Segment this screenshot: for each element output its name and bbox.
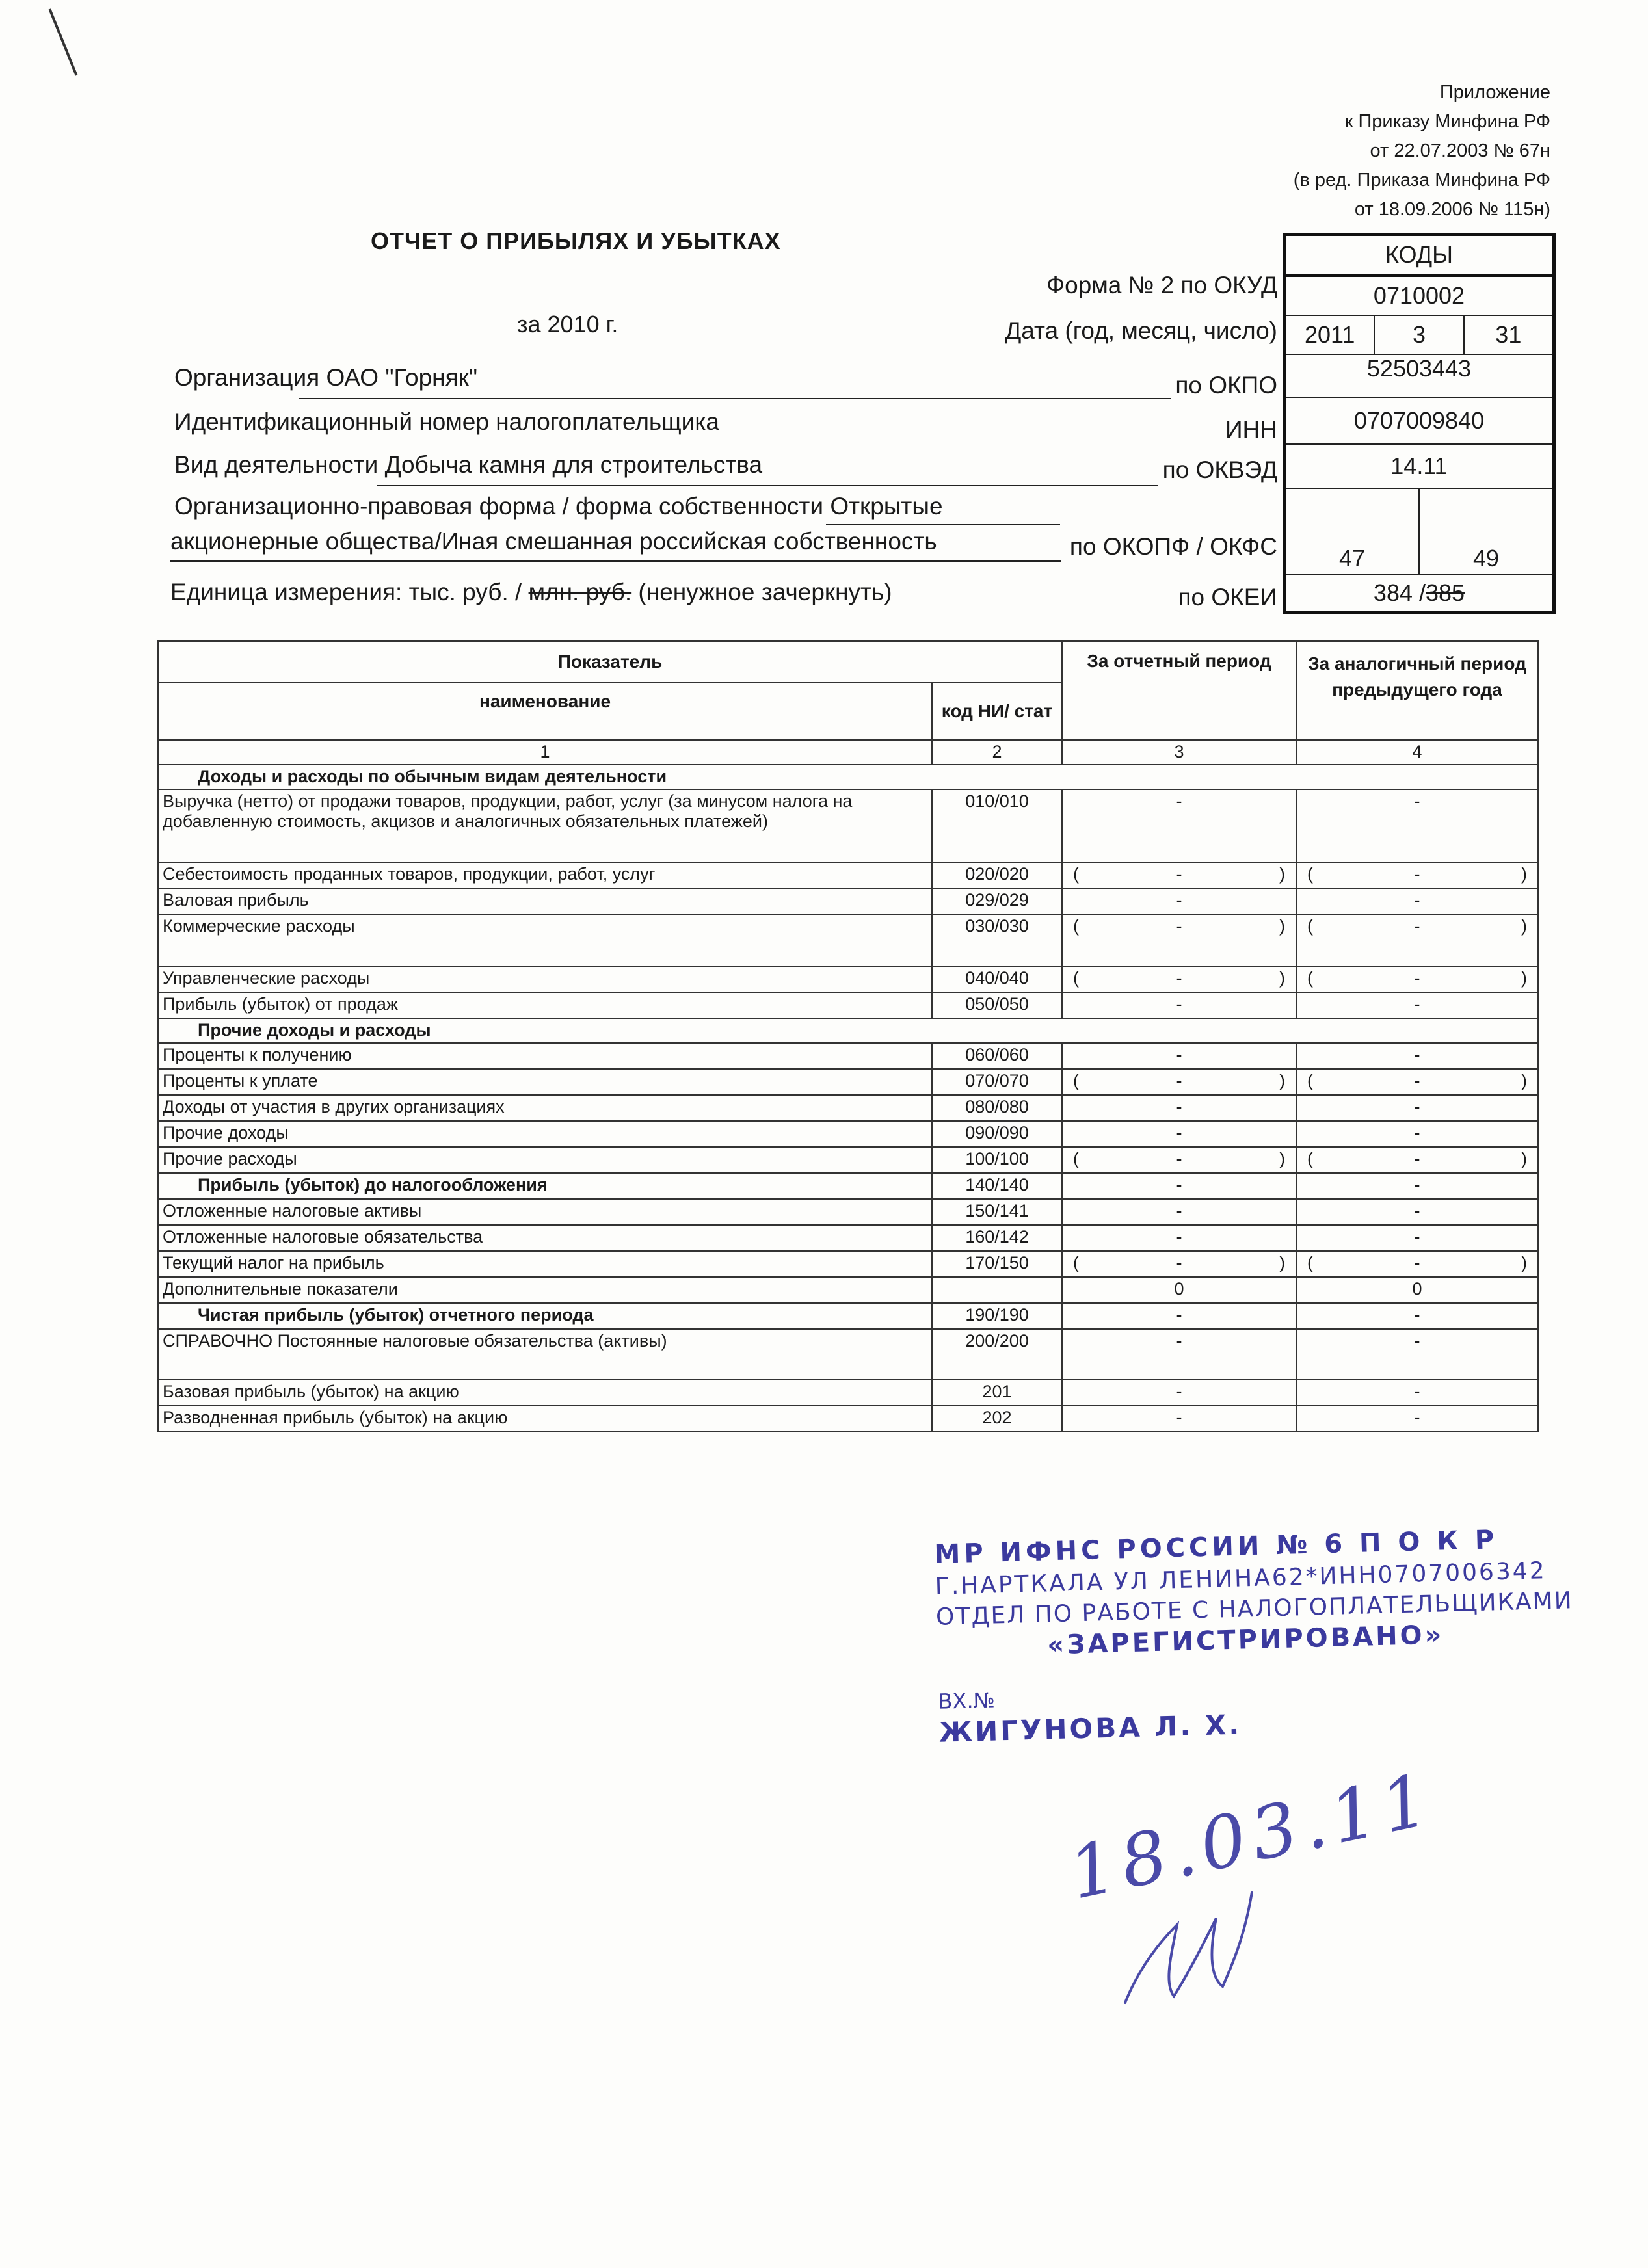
row-code: 029/029 — [932, 888, 1062, 914]
current-period-value: - — [1062, 1380, 1296, 1406]
current-period-value: ( - ) — [1062, 1147, 1296, 1173]
okved-code: 14.11 — [1286, 443, 1552, 488]
row-code: 200/200 — [932, 1329, 1062, 1380]
value: - — [1414, 1253, 1420, 1272]
date-label: Дата (год, месяц, число) — [1005, 317, 1277, 344]
table-row — [158, 1043, 1538, 1069]
handwritten-date: 18.03.11 — [1061, 1757, 1442, 1916]
row-code: 040/040 — [932, 966, 1062, 992]
previous-period-value: - — [1296, 1095, 1538, 1121]
appendix-line: Приложение — [1439, 82, 1550, 103]
value: - — [1414, 968, 1420, 988]
current-period-value: ( - ) — [1062, 862, 1296, 888]
tax-office-stamp — [934, 1523, 1576, 1748]
row-name: Доходы от участия в других организациях — [158, 1095, 932, 1121]
previous-period-value: - — [1296, 1380, 1538, 1406]
col-number: 1 — [158, 740, 932, 765]
appendix-line: от 22.07.2003 № 67н — [1370, 140, 1550, 161]
value: - — [1176, 1071, 1182, 1090]
current-period-value: - — [1062, 888, 1296, 914]
previous-period-value: - — [1296, 1199, 1538, 1225]
row-name: Отложенные налоговые активы — [158, 1199, 932, 1225]
page-title: ОТЧЕТ О ПРИБЫЛЯХ И УБЫТКАХ — [371, 228, 781, 254]
col-number: 4 — [1296, 740, 1538, 765]
table-row — [158, 1095, 1538, 1121]
row-code: 090/090 — [932, 1121, 1062, 1147]
previous-period-value: ( - ) — [1296, 914, 1538, 966]
row-name: Отложенные налоговые обязательства — [158, 1225, 932, 1251]
previous-period-value: - — [1296, 1406, 1538, 1432]
org-prefix: Организация — [174, 364, 320, 391]
previous-period-value: - — [1296, 1303, 1538, 1329]
previous-period-value: ( - ) — [1296, 966, 1538, 992]
current-period-value: - — [1062, 1173, 1296, 1199]
row-code: 020/020 — [932, 862, 1062, 888]
value: - — [1176, 864, 1182, 884]
row-name: Валовая прибыль — [158, 888, 932, 914]
previous-period-value: - — [1296, 888, 1538, 914]
row-name: Выручка (нетто) от продажи товаров, продукции, работ, услуг (за минусом налога на добавленную стоимость, акцизов и аналогичных обязательных платежей) — [158, 789, 932, 862]
stamp-line: ОТДЕЛ ПО РАБОТЕ С НАЛОГОПЛАТЕЛЬЩИКАМИ — [935, 1587, 1574, 1631]
row-code: 170/150 — [932, 1251, 1062, 1277]
date-month: 3 — [1374, 316, 1463, 354]
row-name: Разводненная прибыль (убыток) на акцию — [158, 1406, 932, 1432]
previous-period-value: ( - ) — [1296, 1069, 1538, 1095]
col-number: 2 — [932, 740, 1062, 765]
okud-code: 0710002 — [1286, 274, 1552, 315]
table-row — [158, 1225, 1538, 1251]
okei-value: 384 / — [1373, 579, 1426, 606]
stamp-line: МР ИФНС РОССИИ № 6 П О К Р — [933, 1525, 1498, 1570]
row-code: 080/080 — [932, 1095, 1062, 1121]
table-row — [158, 789, 1538, 862]
table-row — [158, 1329, 1538, 1380]
row-code: 010/010 — [932, 789, 1062, 862]
date-day: 31 — [1463, 316, 1552, 354]
codes-header: КОДЫ — [1385, 241, 1454, 268]
table-row — [158, 914, 1538, 966]
current-period-value: ( - ) — [1062, 1069, 1296, 1095]
okved-label: по ОКВЭД — [1162, 456, 1277, 483]
inn-label: ИНН — [1225, 416, 1277, 443]
current-period-value: 0 — [1062, 1277, 1296, 1303]
value: - — [1176, 916, 1182, 936]
value: - — [1176, 1253, 1182, 1272]
table-row — [158, 1277, 1538, 1303]
previous-period-value: - — [1296, 1329, 1538, 1380]
unit-note: (ненужное зачеркнуть) — [631, 579, 892, 605]
previous-period-value: - — [1296, 992, 1538, 1018]
row-name: Прибыль (убыток) от продаж — [158, 992, 932, 1018]
okopf-okfs-codes — [1286, 488, 1552, 574]
row-code: 202 — [932, 1406, 1062, 1432]
org-underline — [299, 398, 1171, 399]
appendix-line: от 18.09.2006 № 115н) — [1354, 199, 1550, 220]
table-row — [158, 1303, 1538, 1329]
previous-period-value: - — [1296, 1121, 1538, 1147]
row-name: Себестоимость проданных товаров, продукции, работ, услуг — [158, 862, 932, 888]
row-code: 201 — [932, 1380, 1062, 1406]
current-period-value: ( - ) — [1062, 966, 1296, 992]
activity-field — [174, 451, 762, 479]
section-header: Прочие доходы и расходы — [158, 1018, 1538, 1043]
appendix-line: (в ред. Приказа Минфина РФ — [1293, 170, 1550, 191]
activity-underline — [377, 485, 1158, 486]
table-row — [158, 888, 1538, 914]
row-code: 050/050 — [932, 992, 1062, 1018]
activity-value: Добыча камня для строительства — [384, 451, 763, 478]
current-period-value: ( - ) — [1062, 914, 1296, 966]
previous-period-value: - — [1296, 789, 1538, 862]
org-field — [174, 364, 477, 391]
previous-period-value: ( - ) — [1296, 1147, 1538, 1173]
current-period-value: - — [1062, 1225, 1296, 1251]
table-row — [158, 966, 1538, 992]
previous-period-value: - — [1296, 1173, 1538, 1199]
row-name: Проценты к получению — [158, 1043, 932, 1069]
stamp-line: ВХ.№ — [937, 1687, 996, 1714]
okopf-code: 47 — [1338, 545, 1366, 572]
previous-period-value: 0 — [1296, 1277, 1538, 1303]
col-indicator-header: Показатель — [158, 641, 1062, 683]
row-name: Коммерческие расходы — [158, 914, 932, 966]
col-code-header: код НИ/ стат — [932, 683, 1062, 740]
income-statement-table — [157, 640, 1539, 1432]
okud-label: Форма № 2 по ОКУД — [1046, 272, 1277, 298]
row-code: 190/190 — [932, 1303, 1062, 1329]
unit-struck: млн. руб. — [528, 579, 632, 605]
unit-text: Единица измерения: тыс. руб. / — [170, 579, 529, 605]
current-period-value: - — [1062, 1303, 1296, 1329]
row-name: Текущий налог на прибыль — [158, 1251, 932, 1277]
current-period-value: - — [1062, 1329, 1296, 1380]
table-row — [158, 1173, 1538, 1199]
current-period-value: - — [1062, 789, 1296, 862]
okopf-label: по ОКОПФ / ОКФС — [1069, 533, 1277, 560]
row-name: Прибыль (убыток) до налогообложения — [158, 1173, 932, 1199]
stamp-line: ЖИГУНОВА Л. Х. — [938, 1708, 1242, 1748]
col-number: 3 — [1062, 740, 1296, 765]
current-period-value: - — [1062, 1406, 1296, 1432]
previous-period-value: - — [1296, 1043, 1538, 1069]
table-row — [158, 1199, 1538, 1225]
okfs-code: 49 — [1418, 488, 1552, 575]
row-name: Базовая прибыль (убыток) на акцию — [158, 1380, 932, 1406]
date-year: 2011 — [1304, 321, 1355, 348]
date-codes — [1286, 315, 1552, 354]
table-row — [158, 1406, 1538, 1432]
inn-code: 0707009840 — [1286, 397, 1552, 443]
row-name: Прочие расходы — [158, 1147, 932, 1173]
appendix-line: к Приказу Минфина РФ — [1344, 111, 1550, 132]
row-code: 030/030 — [932, 914, 1062, 966]
previous-period-value: - — [1296, 1225, 1538, 1251]
row-code: 140/140 — [932, 1173, 1062, 1199]
row-code: 160/142 — [932, 1225, 1062, 1251]
stamp-line: Г.НАРТКАЛА УЛ ЛЕНИНА62*ИНН0707006342 — [935, 1557, 1547, 1600]
current-period-value: - — [1062, 1095, 1296, 1121]
current-period-value: - — [1062, 1199, 1296, 1225]
report-period: за 2010 г. — [517, 311, 618, 337]
scan-mark — [49, 8, 78, 75]
row-name: СПРАВОЧНО Постоянные налоговые обязательства (активы) — [158, 1329, 932, 1380]
col-current-header: За отчетный период — [1062, 641, 1296, 740]
unit-field — [170, 579, 892, 606]
table-row — [158, 1380, 1538, 1406]
okei-label: по ОКЕИ — [1178, 584, 1277, 611]
activity-prefix: Вид деятельности — [174, 451, 379, 478]
previous-period-value: ( - ) — [1296, 862, 1538, 888]
current-period-value: ( - ) — [1062, 1251, 1296, 1277]
value: - — [1414, 864, 1420, 884]
col-previous-header: За аналогичный период предыдущего года — [1296, 641, 1538, 740]
codes-box — [1283, 233, 1556, 614]
current-period-value: - — [1062, 1121, 1296, 1147]
table-row — [158, 992, 1538, 1018]
value: - — [1414, 916, 1420, 936]
current-period-value: - — [1062, 992, 1296, 1018]
value: - — [1176, 1149, 1182, 1168]
row-code: 070/070 — [932, 1069, 1062, 1095]
appendix-note — [1294, 78, 1550, 224]
legal-form-line1: Организационно-правовая форма / форма собственности Открытые — [174, 493, 943, 520]
row-code: 060/060 — [932, 1043, 1062, 1069]
row-name: Чистая прибыль (убыток) отчетного периода — [158, 1303, 932, 1329]
row-name: Проценты к уплате — [158, 1069, 932, 1095]
legal-form-line2: акционерные общества/Иная смешанная российская собственность — [170, 528, 937, 555]
table-row — [158, 1069, 1538, 1095]
okei-struck: 385 — [1426, 579, 1465, 606]
col-name-header: наименование — [158, 683, 932, 740]
okei-code — [1286, 574, 1552, 611]
inn-field-label: Идентификационный номер налогоплательщика — [174, 408, 719, 435]
legal-form-underline1 — [826, 524, 1060, 525]
okpo-label: по ОКПО — [1175, 372, 1277, 399]
table-row — [158, 765, 1538, 789]
row-code — [932, 1277, 1062, 1303]
previous-period-value: ( - ) — [1296, 1251, 1538, 1277]
row-code: 100/100 — [932, 1147, 1062, 1173]
row-name: Управленческие расходы — [158, 966, 932, 992]
table-row — [158, 1251, 1538, 1277]
value: - — [1414, 1071, 1420, 1090]
section-header: Доходы и расходы по обычным видам деятельности — [158, 765, 1538, 789]
table-row — [158, 1121, 1538, 1147]
table-row — [158, 1147, 1538, 1173]
stamp-line: «ЗАРЕГИСТРИРОВАНО» — [1046, 1620, 1445, 1661]
signature — [1112, 1873, 1262, 2022]
row-name: Прочие доходы — [158, 1121, 932, 1147]
row-code: 150/141 — [932, 1199, 1062, 1225]
table-row — [158, 862, 1538, 888]
table-row — [158, 1018, 1538, 1043]
row-name: Дополнительные показатели — [158, 1277, 932, 1303]
legal-form-underline2 — [170, 560, 1061, 562]
org-name: ОАО "Горняк" — [326, 364, 477, 391]
value: - — [1176, 968, 1182, 988]
current-period-value: - — [1062, 1043, 1296, 1069]
value: - — [1414, 1149, 1420, 1168]
okpo-code: 52503443 — [1286, 354, 1552, 397]
